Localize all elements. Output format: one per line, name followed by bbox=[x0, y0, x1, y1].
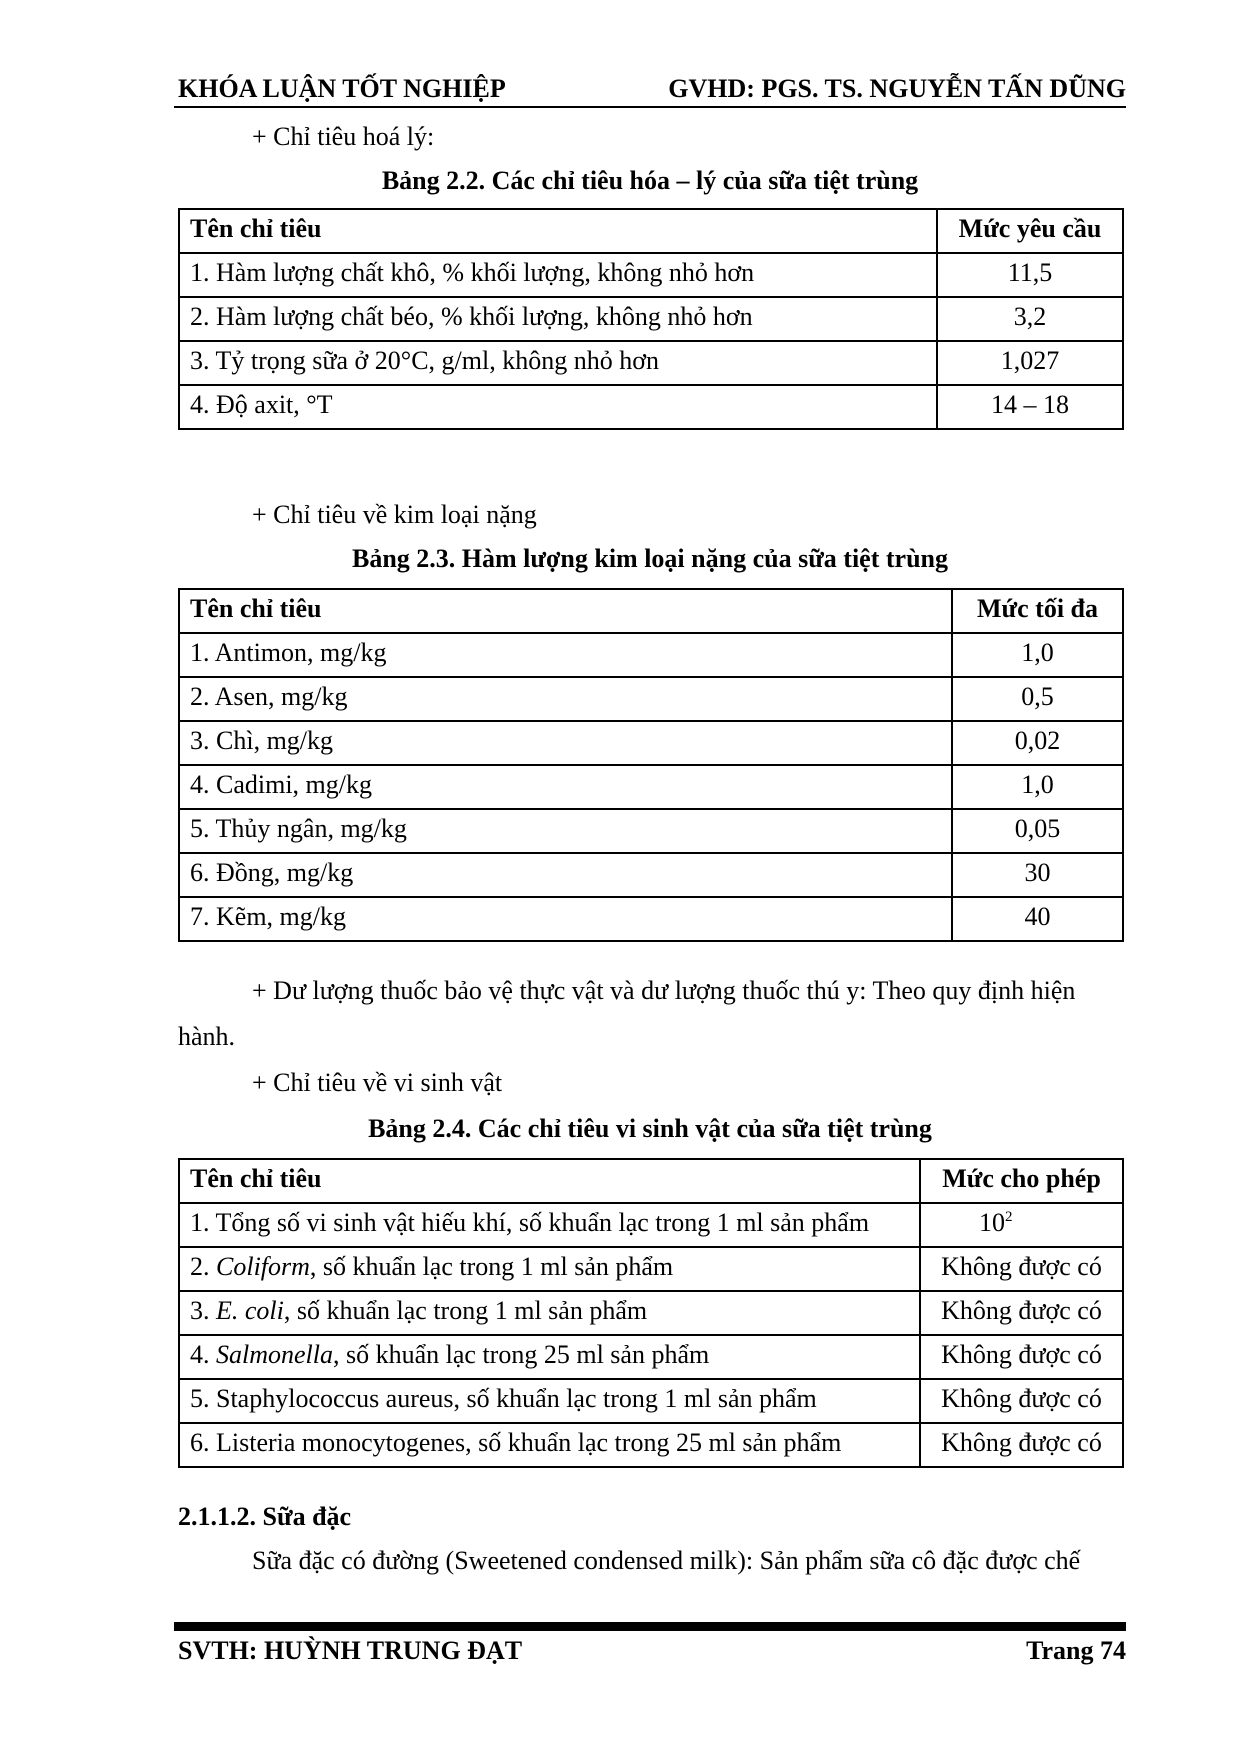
table-header-row bbox=[179, 589, 1123, 633]
row-number: 1. bbox=[190, 1208, 216, 1237]
row-value bbox=[920, 1203, 1123, 1247]
row-value: 1,027 bbox=[937, 341, 1123, 385]
row-name: 1. Antimon, mg/kg bbox=[179, 633, 952, 677]
row-number: 2. bbox=[190, 1252, 216, 1281]
column-header-name: Tên chỉ tiêu bbox=[179, 589, 952, 633]
row-name bbox=[179, 1247, 920, 1291]
table-row bbox=[179, 1291, 1123, 1335]
table-row bbox=[179, 1203, 1123, 1247]
column-header-value: Mức cho phép bbox=[920, 1159, 1123, 1203]
row-value: 40 bbox=[952, 897, 1123, 941]
row-name bbox=[179, 1291, 920, 1335]
table-row bbox=[179, 765, 1123, 809]
row-value: 1,0 bbox=[952, 633, 1123, 677]
row-number: 6. bbox=[190, 1428, 216, 1457]
row-name: 2. Asen, mg/kg bbox=[179, 677, 952, 721]
row-name: 4. Cadimi, mg/kg bbox=[179, 765, 952, 809]
row-value: 0,05 bbox=[952, 809, 1123, 853]
row-value: Không được có bbox=[920, 1423, 1123, 1467]
page-number: Trang 74 bbox=[1026, 1636, 1126, 1665]
table-row bbox=[179, 253, 1123, 297]
row-name-text: , số khuẩn lạc trong 25 ml sản phẩm bbox=[333, 1340, 710, 1369]
row-name: 3. Tỷ trọng sữa ở 20°C, g/ml, không nhỏ hơn bbox=[179, 341, 937, 385]
footer-divider bbox=[174, 1622, 1126, 1631]
table-header-row bbox=[179, 1159, 1123, 1203]
table-row bbox=[179, 1335, 1123, 1379]
table-microbiological bbox=[178, 1158, 1124, 1468]
table-row bbox=[179, 341, 1123, 385]
row-value: 3,2 bbox=[937, 297, 1123, 341]
row-name bbox=[179, 1423, 920, 1467]
section-heading: 2.1.1.2. Sữa đặc bbox=[178, 1502, 352, 1531]
row-name-text: Staphylococcus aureus, số khuẩn lạc trong 1 ml sản phẩm bbox=[216, 1384, 817, 1413]
row-value: 14 – 18 bbox=[937, 385, 1123, 429]
row-name: 4. Độ axit, °T bbox=[179, 385, 937, 429]
table-row bbox=[179, 1379, 1123, 1423]
row-value: 0,02 bbox=[952, 721, 1123, 765]
closing-paragraph: Sữa đặc có đường (Sweetened condensed milk): Sản phẩm sữa cô đặc được chế bbox=[252, 1546, 1081, 1575]
intro-microbiological: + Chỉ tiêu về vi sinh vật bbox=[252, 1068, 503, 1097]
table-physicochemical bbox=[178, 208, 1124, 430]
table-caption-2-2: Bảng 2.2. Các chỉ tiêu hóa – lý của sữa tiệt trùng bbox=[381, 166, 919, 195]
value-exponent: 2 bbox=[1005, 1209, 1013, 1225]
intro-physicochemical: + Chỉ tiêu hoá lý: bbox=[252, 122, 435, 151]
organism-name: Coliform bbox=[216, 1252, 310, 1281]
column-header-name: Tên chỉ tiêu bbox=[179, 209, 937, 253]
header-divider bbox=[174, 106, 1126, 108]
value-base: 10 bbox=[979, 1208, 1005, 1237]
row-name: 3. Chì, mg/kg bbox=[179, 721, 952, 765]
header-thesis-title: KHÓA LUẬN TỐT NGHIỆP bbox=[178, 74, 506, 103]
table-row bbox=[179, 385, 1123, 429]
row-value: Không được có bbox=[920, 1291, 1123, 1335]
row-name: 5. Thủy ngân, mg/kg bbox=[179, 809, 952, 853]
row-name-text: Listeria monocytogenes, số khuẩn lạc trong 25 ml sản phẩm bbox=[216, 1428, 842, 1457]
row-number: 3. bbox=[190, 1296, 216, 1325]
table-row bbox=[179, 897, 1123, 941]
row-value: Không được có bbox=[920, 1379, 1123, 1423]
column-header-value: Mức yêu cầu bbox=[937, 209, 1123, 253]
table-row bbox=[179, 297, 1123, 341]
row-name bbox=[179, 1335, 920, 1379]
column-header-value: Mức tối đa bbox=[952, 589, 1123, 633]
intro-heavy-metals: + Chỉ tiêu về kim loại nặng bbox=[252, 500, 537, 529]
table-row bbox=[179, 677, 1123, 721]
table-row bbox=[179, 809, 1123, 853]
header-advisor: GVHD: PGS. TS. NGUYỄN TẤN DŨNG bbox=[668, 74, 1126, 103]
row-value: 11,5 bbox=[937, 253, 1123, 297]
organism-name: Salmonella bbox=[216, 1340, 333, 1369]
table-row bbox=[179, 1423, 1123, 1467]
row-name-text: Tổng số vi sinh vật hiếu khí, số khuẩn lạc trong 1 ml sản phẩm bbox=[215, 1208, 870, 1237]
table-row bbox=[179, 721, 1123, 765]
row-number: 5. bbox=[190, 1384, 216, 1413]
row-value: 30 bbox=[952, 853, 1123, 897]
table-caption-2-3: Bảng 2.3. Hàm lượng kim loại nặng của sữa tiệt trùng bbox=[352, 544, 948, 573]
row-name bbox=[179, 1203, 920, 1247]
table-caption-2-4: Bảng 2.4. Các chỉ tiêu vi sinh vật của sữa tiệt trùng bbox=[368, 1114, 932, 1143]
row-value: Không được có bbox=[920, 1247, 1123, 1291]
column-header-name: Tên chỉ tiêu bbox=[179, 1159, 920, 1203]
footer-student: SVTH: HUỲNH TRUNG ĐẠT bbox=[178, 1636, 523, 1665]
row-value: Không được có bbox=[920, 1335, 1123, 1379]
residue-paragraph-line1: + Dư lượng thuốc bảo vệ thực vật và dư lượng thuốc thú y: Theo quy định hiện bbox=[252, 976, 1076, 1005]
row-name-text: , số khuẩn lạc trong 1 ml sản phẩm bbox=[309, 1252, 674, 1281]
row-name bbox=[179, 1379, 920, 1423]
row-name: 6. Đồng, mg/kg bbox=[179, 853, 952, 897]
row-number: 4. bbox=[190, 1340, 216, 1369]
table-heavy-metals bbox=[178, 588, 1124, 942]
row-name-text: , số khuẩn lạc trong 1 ml sản phẩm bbox=[283, 1296, 648, 1325]
row-value: 1,0 bbox=[952, 765, 1123, 809]
row-name: 2. Hàm lượng chất béo, % khối lượng, không nhỏ hơn bbox=[179, 297, 937, 341]
organism-name: E. coli bbox=[216, 1296, 284, 1325]
row-name: 7. Kẽm, mg/kg bbox=[179, 897, 952, 941]
table-header-row bbox=[179, 209, 1123, 253]
row-value: 0,5 bbox=[952, 677, 1123, 721]
table-row bbox=[179, 633, 1123, 677]
table-row bbox=[179, 853, 1123, 897]
table-row bbox=[179, 1247, 1123, 1291]
residue-paragraph-line2: hành. bbox=[178, 1022, 236, 1051]
row-name: 1. Hàm lượng chất khô, % khối lượng, không nhỏ hơn bbox=[179, 253, 937, 297]
